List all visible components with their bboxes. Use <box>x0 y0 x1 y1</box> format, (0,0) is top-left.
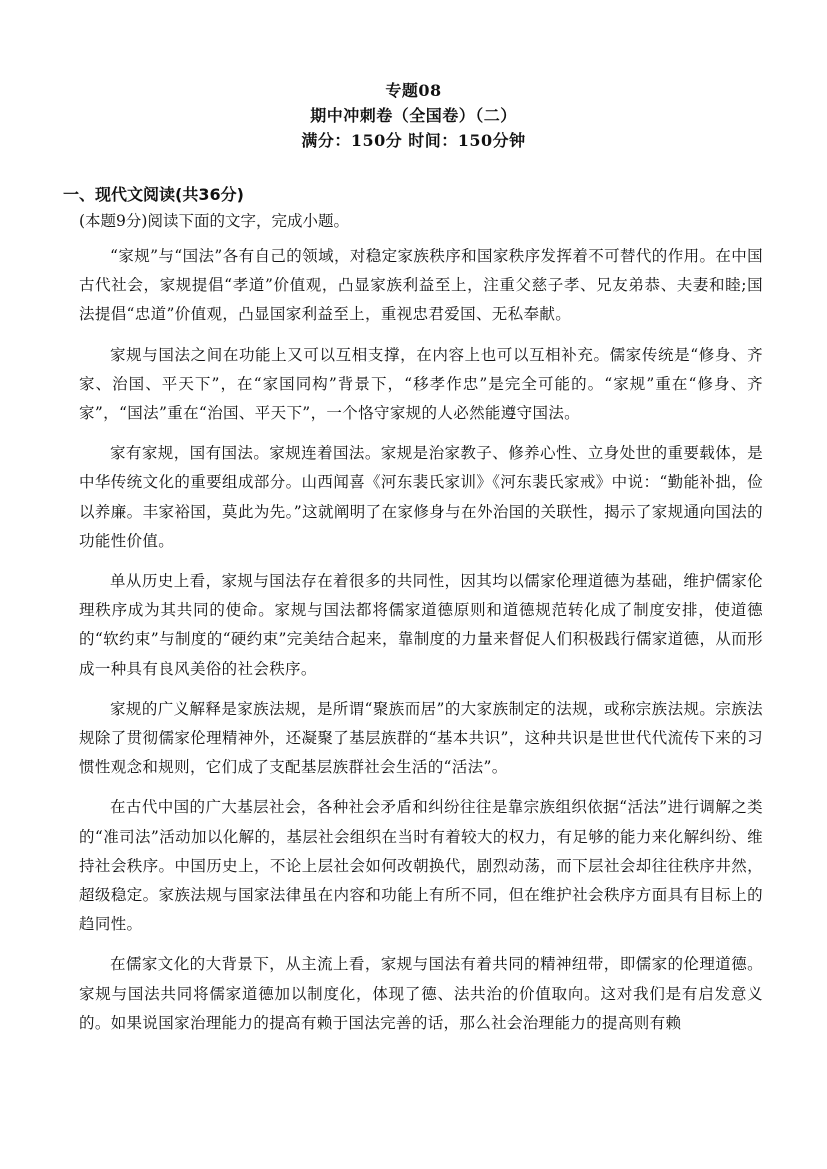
topic-label: 专题08 <box>385 81 442 100</box>
passage-paragraph: 在古代中国的广大基层社会，各种社会矛盾和纠纷往往是靠宗族组织依据“活法”进行调解之类的“准司法”活动加以化解的，基层社会组织在当时有着较大的权力，有足够的能力来化解纠纷、维持社会秩序。中国历史上，不论上层社会如何改朝换代，剧烈动荡，而下层社会却往往秩序井然，超级稳定。家族法规与国家法律虽在内容和功能上有所不同，但在维护社会秩序方面具有目标上的趋同性。 <box>79 798 763 934</box>
passage-paragraph: 家规的广义解释是家族法规，是所谓“聚族而居”的大家族制定的法规，或称宗族法规。宗族法规除了贯彻儒家伦理精神外，还凝聚了基层族群的“基本共识”，这种共识是世世代代流传下来的习惯性观念和规则，它们成了支配基层族群社会生活的“活法”。 <box>79 699 763 777</box>
passage-paragraph: 家规与国法之间在功能上又可以互相支撑，在内容上也可以互相补充。儒家传统是“修身、齐家、治国、平天下”，在“家国同构”背景下，“移孝作忠”是完全可能的。“家规”重在“修身、齐家”，“国法”重在“治国、平天下”，一个恪守家规的人必然能遵守国法。 <box>79 345 763 423</box>
title-block <box>0 78 827 153</box>
question-intro: (本题9分)阅读下面的文字，完成小题。 <box>79 212 349 230</box>
section-heading: 一、现代文阅读(共36分) <box>63 185 244 204</box>
passage-paragraph: 家有家规，国有国法。家规连着国法。家规是治家教子、修养心性、立身处世的重要载体，是中华传统文化的重要组成部分。山西闻喜《河东裴氏家训》《河东裴氏家戒》中说：“勤能补拙，俭以养廉。丰家裕国，莫此为先。”这就阐明了在家修身与在外治国的关联性，揭示了家规通向国法的功能性价值。 <box>79 444 763 550</box>
passage-paragraph: 单从历史上看，家规与国法存在着很多的共同性，因其均以儒家伦理道德为基础，维护儒家伦理秩序成为其共同的使命。家规与国法都将儒家道德原则和道德规范转化成了制度安排，使道德的“软约束”与制度的“硬约束”完美结合起来，靠制度的力量来督促人们积极践行儒家道德，从而形成一种具有良风美俗的社会秩序。 <box>79 572 763 678</box>
reading-passage <box>79 242 763 1049</box>
exam-title: 期中冲刺卷（全国卷）（二） <box>310 106 517 125</box>
score-time-line: 满分：150分 时间：150分钟 <box>301 131 526 150</box>
passage-paragraph: 在儒家文化的大背景下，从主流上看，家规与国法有着共同的精神纽带，即儒家的伦理道德。家规与国法共同将儒家道德加以制度化，体现了德、法共治的价值取向。这对我们是有启发意义的。如果说国家治理能力的提高有赖于国法完善的话，那么社会治理能力的提高则有赖 <box>79 955 763 1032</box>
passage-paragraph: “家规”与“国法”各有自己的领域，对稳定家族秩序和国家秩序发挥着不可替代的作用。在中国古代社会，家规提倡“孝道”价值观，凸显家族利益至上，注重父慈子孝、兄友弟恭、夫妻和睦;国法提倡“忠道”价值观，凸显国家利益至上，重视忠君爱国、无私奉献。 <box>79 247 763 324</box>
